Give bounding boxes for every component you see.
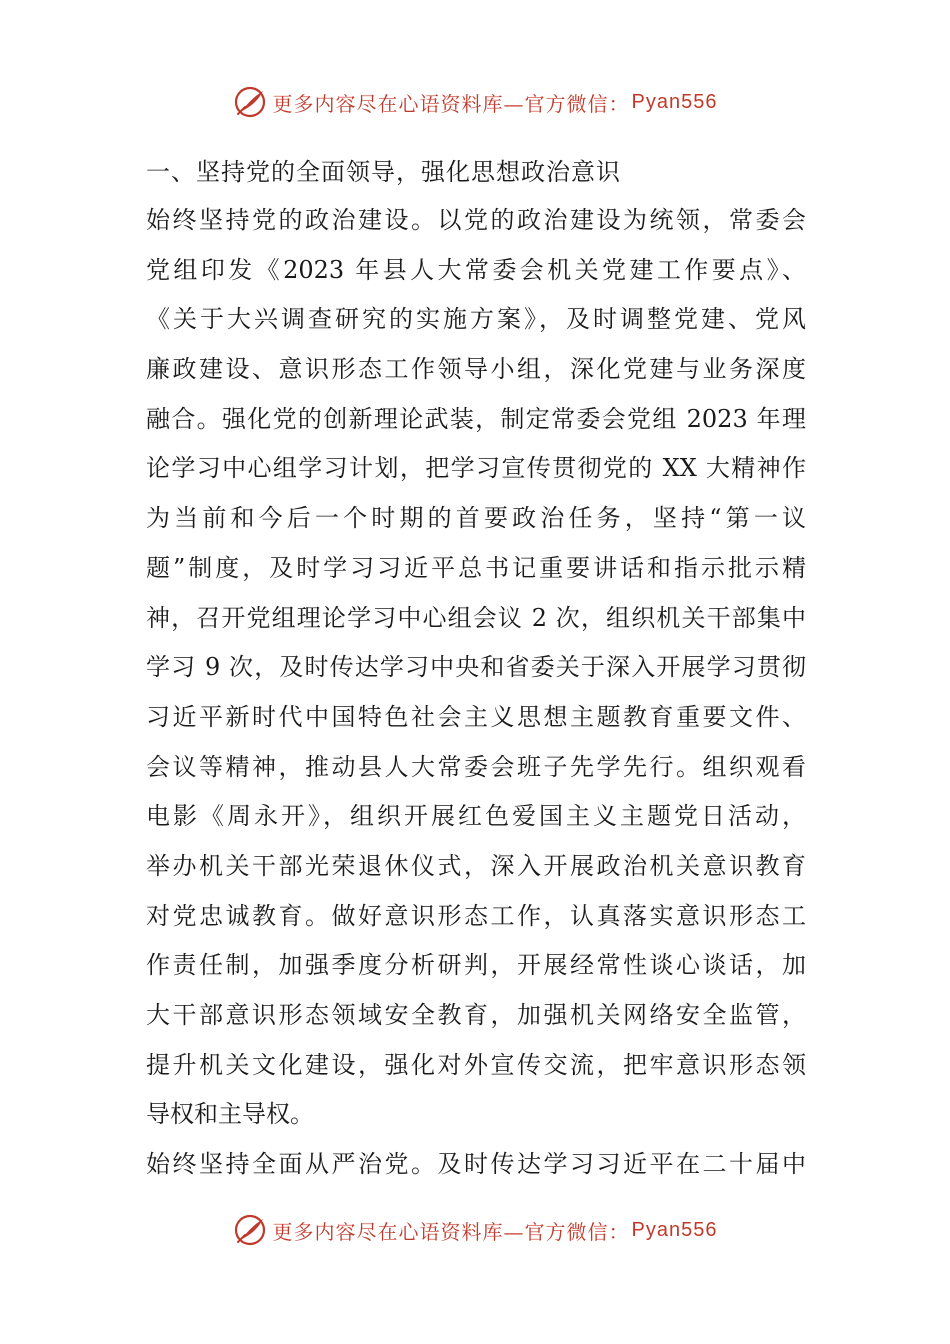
text-line: 始终坚持全面从严治党。及时传达学习习近平在二十届中 [146, 1150, 806, 1179]
text-line: 会议等精神，推动县人大常委会班子先学先行。组织观看 [146, 752, 806, 781]
wechat-id: Pyan556 [631, 90, 718, 113]
text-line: 廉政建设、意识形态工作领导小组，深化党建与业务深度 [146, 355, 806, 384]
paragraph-political-building [146, 196, 806, 1140]
watermark-banner-bottom [0, 1210, 950, 1250]
text-line: 大干部意识形态领域安全教育，加强机关网络安全监管， [146, 1001, 806, 1029]
text-line: 作责任制，加强季度分析研判，开展经常性谈心谈话，加 [146, 951, 806, 980]
text-line: 始终坚持党的政治建设。以党的政治建设为统领，常委会 [146, 206, 806, 234]
text-line: 题”制度，及时学习习近平总书记重要讲话和指示批示精 [146, 553, 806, 582]
quill-logo-icon [233, 85, 267, 119]
watermark-text: 更多内容尽在心语资料库—官方微信： [272, 1219, 630, 1244]
text-line: 学习 9 次，及时传达学习中央和省委关于深入开展学习贯彻 [146, 653, 806, 682]
text-line: 举办机关干部光荣退休仪式，深入开展政治机关意识教育 [146, 851, 806, 880]
text-line: 神，召开党组理论学习中心组会议 2 次，组织机关干部集中 [146, 603, 806, 632]
text-line: 习近平新时代中国特色社会主义思想主题教育重要文件、 [146, 702, 806, 731]
text-line: 论学习中心组学习计划，把学习宣传贯彻党的 XX 大精神作 [146, 454, 806, 483]
text-line: 对党忠诚教育。做好意识形态工作，认真落实意识形态工 [146, 901, 806, 930]
text-line: 党组印发《2023 年县人大常委会机关党建工作要点》、 [146, 255, 806, 284]
text-line: 《关于大兴调查研究的实施方案》，及时调整党建、党风 [146, 305, 806, 334]
text-line: 提升机关文化建设，强化对外宣传交流，把牢意识形态领 [146, 1050, 806, 1079]
text-line: 为当前和今后一个时期的首要政治任务，坚持“第一议 [146, 504, 806, 533]
watermark-banner-top [0, 82, 950, 122]
quill-logo-icon [233, 1213, 267, 1247]
watermark-text: 更多内容尽在心语资料库—官方微信： [272, 91, 630, 116]
section-heading: 一、坚持党的全面领导，强化思想政治意识 [146, 158, 621, 186]
text-line: 导权和主导权。 [146, 1100, 314, 1129]
document-body [146, 148, 806, 1190]
wechat-id: Pyan556 [631, 1218, 718, 1241]
text-line: 电影《周永开》，组织开展红色爱国主义主题党日活动， [146, 802, 806, 831]
text-line: 融合。强化党的创新理论武装，制定常委会党组 2023 年理 [146, 404, 806, 433]
paragraph-strict-governance [146, 1140, 806, 1190]
